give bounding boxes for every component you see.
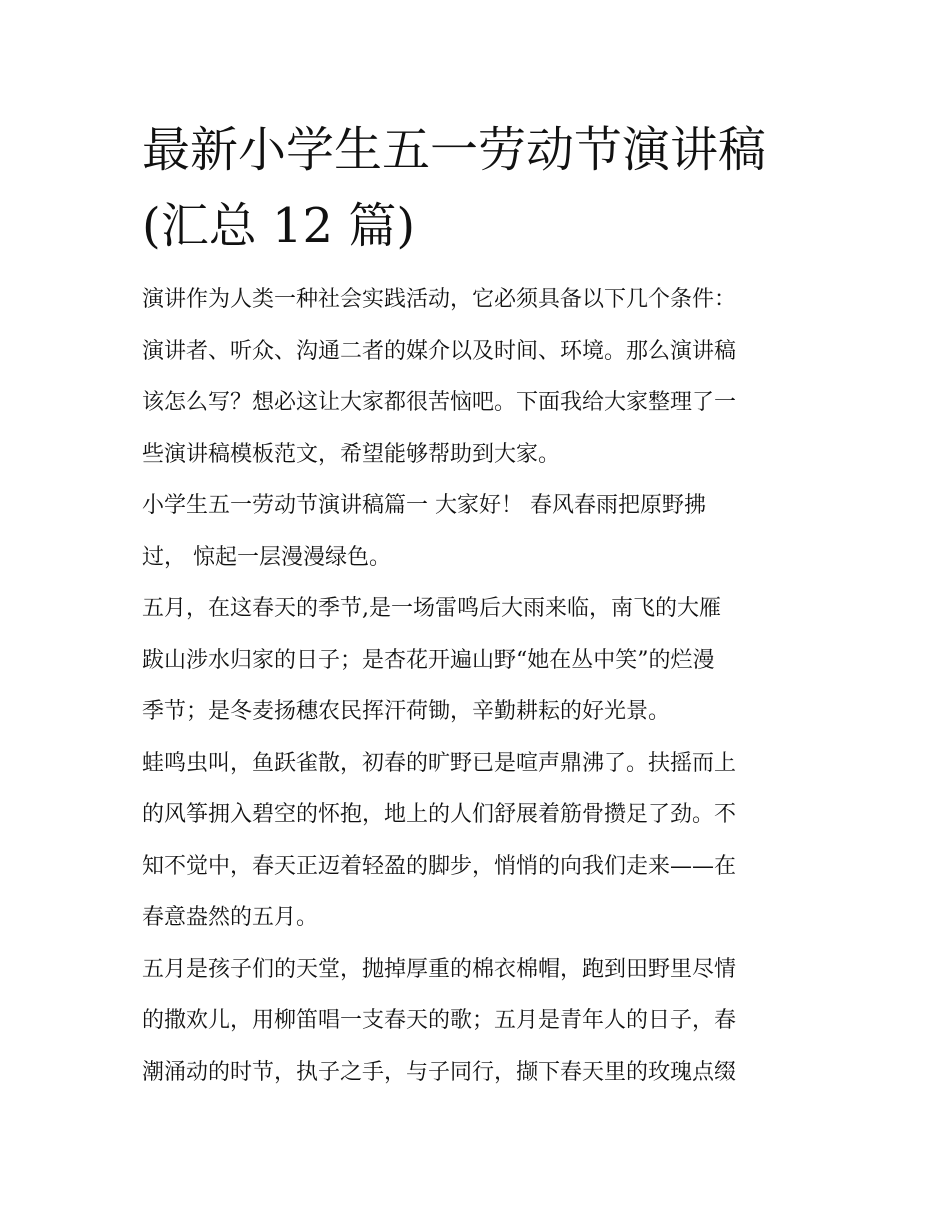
- text-line: 潮涌动的时节，执子之手，与子同行，撷下春天里的玫瑰点缀: [142, 1059, 737, 1085]
- paragraph-may-children: [142, 944, 822, 1099]
- text-line: 过， 惊起一层漫漫绿色。: [142, 544, 391, 570]
- paragraph-intro: [142, 274, 822, 480]
- text-line: 演讲作为人类一种社会实践活动，它必须具备以下几个条件：: [142, 287, 737, 312]
- title-line-2: (汇总 12 篇): [142, 198, 416, 254]
- title-line-1: 最新小学生五一劳动节演讲稿: [142, 122, 767, 178]
- text-line: 蛙鸣虫叫，鱼跃雀散，初春的旷野已是喧声鼎沸了。扶摇而上: [142, 750, 737, 776]
- text-line: 小学生五一劳动节演讲稿篇一 大家好！ 春风春雨把原野拂: [142, 493, 706, 518]
- text-line: 演讲者、听众、沟通二者的媒介以及时间、环境。那么演讲稿: [142, 338, 737, 364]
- paragraph-may-season: [142, 583, 822, 738]
- text-line: 跋山涉水归家的日子；是杏花开遍山野“她在丛中笑”的烂漫: [142, 647, 715, 673]
- paragraph-speech-one-opening: [142, 480, 822, 583]
- text-line: 的风筝拥入碧空的怀抱，地上的人们舒展着筋骨攒足了劲。不: [142, 802, 737, 827]
- text-line: 春意盎然的五月。: [142, 905, 319, 930]
- text-line: 季节；是冬麦扬穗农民挥汗荷锄，辛勤耕耘的好光景。: [142, 699, 671, 724]
- text-line: 五月是孩子们的天堂，抛掉厚重的棉衣棉帽，跑到田野里尽情: [142, 956, 737, 982]
- text-line: 的撒欢儿，用柳笛唱一支春天的歌；五月是青年人的日子，春: [142, 1008, 737, 1033]
- document-body: [142, 274, 822, 1098]
- document-title: [142, 112, 822, 264]
- text-line: 该怎么写？想必这让大家都很苦恼吧。下面我给大家整理了一: [142, 390, 737, 415]
- text-line: 些演讲稿模板范文，希望能够帮助到大家。: [142, 441, 561, 467]
- text-line: 知不觉中，春天正迈着轻盈的脚步，悄悄的向我们走来——在: [142, 853, 737, 879]
- paragraph-spring-fields: [142, 738, 822, 944]
- text-line: 五月，在这春天的季节,是一场雷鸣后大雨来临，南飞的大雁: [142, 596, 721, 621]
